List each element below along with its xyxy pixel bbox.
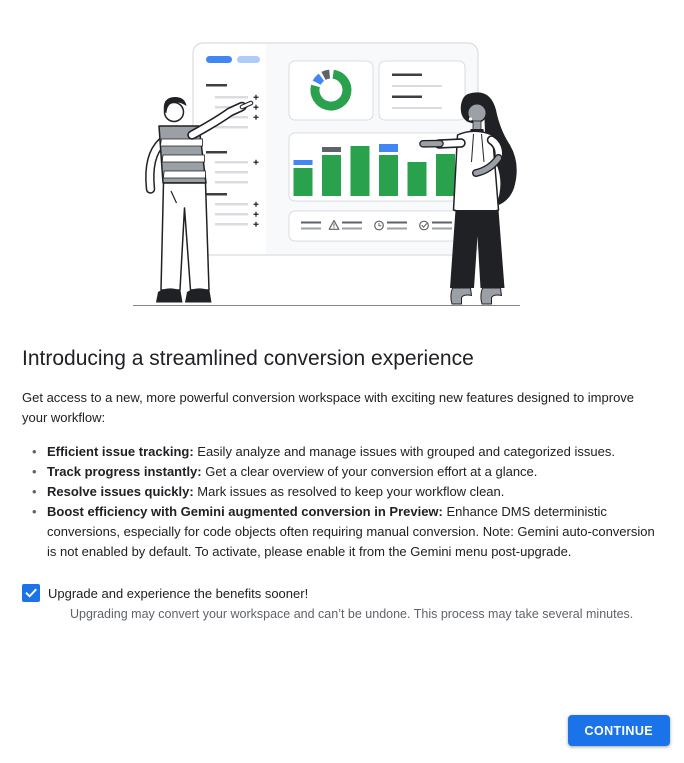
list-item: • Boost efficiency with Gemini augmented conversion in Preview: Enhance DMS deterministic conversions, especially for code objects often requiring manual conversion. Note: Gemini auto-conversion is not enabled by default. To activate, please enable it from the Gemini menu post-upgrade. <box>22 502 662 562</box>
earring <box>469 117 472 120</box>
text-lines-card <box>379 61 465 120</box>
upgrade-checkbox-label[interactable]: Upgrade and experience the benefits sooner! <box>48 585 309 601</box>
page-title: Introducing a streamlined conversion experience <box>22 347 474 370</box>
upgrade-checkbox[interactable] <box>22 584 40 602</box>
check-icon <box>24 586 38 600</box>
donut-chart-card <box>289 61 373 120</box>
man-pants <box>161 183 209 290</box>
intro-text: Get access to a new, more powerful conversion workspace with exciting new features designed to improve your workflow: <box>22 390 635 425</box>
dashboard-panel <box>193 43 478 255</box>
upgrade-note: Upgrading may convert your workspace and can’t be undone. This process may take several minutes. <box>70 607 634 621</box>
continue-button[interactable]: CONTINUE <box>568 715 670 746</box>
conversion-illustration <box>130 40 525 310</box>
list-item: • Resolve issues quickly: Mark issues as resolved to keep your workflow clean. <box>22 482 662 502</box>
status-strip-card <box>289 211 465 241</box>
list-item: • Efficient issue tracking: Easily analyze and manage issues with grouped and categorized issues. <box>22 442 662 462</box>
man-shoes <box>156 288 183 302</box>
list-item: • Track progress instantly: Get a clear overview of your conversion effort at a glance. <box>22 462 662 482</box>
benefits-list <box>22 442 662 562</box>
woman-heels <box>451 288 472 304</box>
upgrade-checkbox-row <box>22 584 662 602</box>
dialog-actions <box>568 715 670 746</box>
